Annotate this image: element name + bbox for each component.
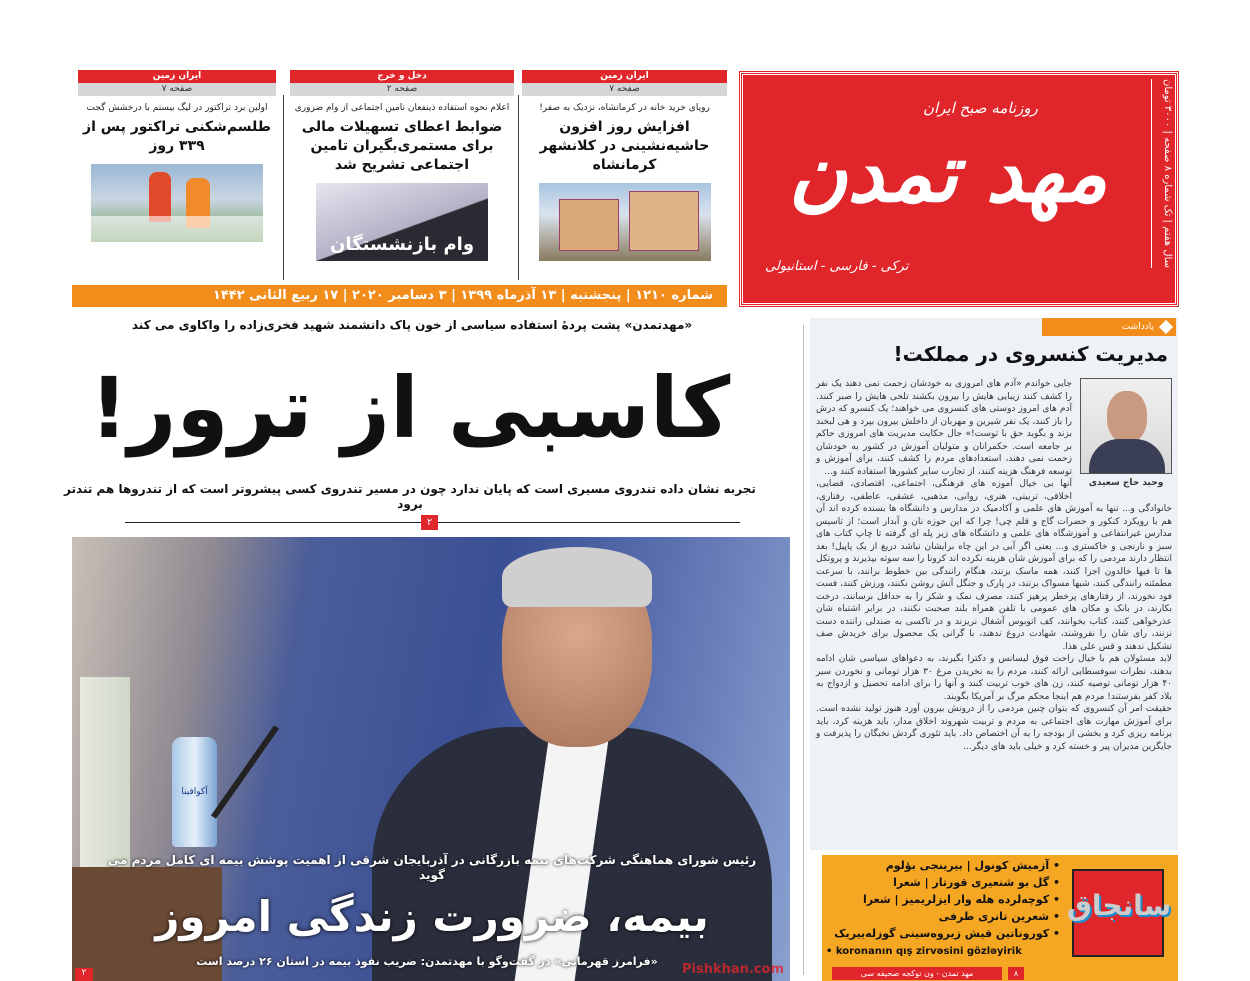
photo-kicker: رئیس شورای هماهنگی شرکت‌های بیمه بازرگانی در آذربایجان شرقی از اهمیت پوشش بیمه ای کامل مردم می گوید	[107, 853, 757, 882]
list-item-latin[interactable]: • koronanın qış zirvəsini gözləyirik	[826, 946, 1022, 957]
teaser-tractor[interactable]	[78, 70, 276, 242]
supplement-logo-text: سانجاق	[1066, 889, 1172, 922]
author-photo	[1080, 378, 1172, 474]
teaser-image-buildings	[539, 183, 711, 261]
diamond-icon	[1159, 320, 1173, 334]
teaser-image-football	[91, 164, 263, 242]
page-ref-badge[interactable]: ۲	[75, 968, 93, 981]
microphone	[211, 725, 279, 819]
supplement-box[interactable]	[822, 855, 1178, 981]
column-divider	[803, 325, 804, 975]
bottle-label: آکوافینا	[181, 787, 208, 797]
issue-date-bar: شماره ۱۲۱۰ | پنجشنبه | ۱۳ آذرماه ۱۳۹۹ | ۳ دسامبر ۲۰۲۰ | ۱۷ ربیع الثانی ۱۴۴۲	[72, 285, 727, 307]
masthead-languages: ترکی - فارسی - استانبولی	[765, 259, 909, 274]
teaser-image-loan	[316, 183, 488, 261]
list-item[interactable]: • آزمیش کونول | بیرینجی بؤلوم	[885, 859, 1060, 872]
list-item[interactable]: • کوروناتین قیش زیروه‌سینی گوزله‌ییریک	[834, 927, 1060, 940]
editorial-tag-label: یادداشت	[1121, 322, 1154, 332]
teaser-section: ایران زمین	[522, 70, 727, 83]
column-divider	[283, 95, 284, 280]
editorial-intro: جایی خواندم «آدم های امروزی به خودشان زحمت نمی دهند یک نفر را کشف کنند زیبایی هایش را بیرون بکشند تلخی هایش را صبر کنند. آدم های امروز دوستی های کنسروی می خواهند؛ یک کنسرو که درش را باز کنند، یک نفر شیرین و مهربان از داخلش بیرون بپرد و هی لبخند بزند و بگوید حق با توست!» حال حکایت مدیریت های امروزی حاکم بر جامعه است. حکمرانان و متولیان آموزش در کشور به خودشان زحمت نمی دهند، استعدادهای مردم را کشف کنند، برای آموزش و توسعه فرهنگ هزینه کنند، از تجارب سایر کشورها استفاده کنند و...	[816, 379, 1072, 477]
masthead	[740, 72, 1178, 306]
editorial-paragraph: آنها بی خیال آموزه های فرهنگی، اجتماعی، اقتصادی، قضایی، اخلاقی، تربیتی، هنری، روانی، مذهبی، عشقی، عاطفی، رفتاری، خانوادگی و... تنها به آموزش های علمی و آکادمیک در مدارس و دانشگاه ها بسنده کرده اند آن هم با رویکرد کنکور و حضرات گاج و قلم چی! چرا که این حوزه نان و آبدار است؛ از تاسیس مدارس غیرانتفاعی و آموزشگاه های علمی و دانشگاه های زیر پله ای گرفته تا چاپ کتاب های سبز و نارنجی و خاکستری و... یعنی اگر آبی در این چاه برایشان نباشد دریغ از یک پاپیل! بعد انتظار دارند مردمی را که برای آموزش شان هزینه نکرده اند کرونا را سه سوته بپذیرند و پروتکل ها تا فیها خالدون اجرا کنند، همه ماسک بزنند، هنگام رانندگی بین خطوط برانند، با سرعت مطمئنه رانندگی کنند، شبها مسواک بزنند، در پارک و جنگل آتش روشن نکنند، ورزش کنند، فست فود نخورند، از رفتارهای پرخطر پرهیز کنند، مصرف نمک و شکر را به حداقل برسانند، درخت بکارند، در بانک و مکان های عمومی با تلفن همراه بلند صحبت نکنند، در برابر اشتباه شان عذرخواهی کنند، کتاب بخوانند، کف اتوبوس آشغال نریزند و در تاکسی به صندلی راننده دست نزنند، رای شان را نفروشند، شهادت دروغ ندهند، با گرانی یک محصول برای خریدش صف تشکیل ندهند و قس علی هذا.	[816, 479, 1172, 652]
editorial-title[interactable]: مدیریت کنسروی در مملکت!	[893, 342, 1168, 366]
supplement-logo	[1064, 861, 1174, 965]
column-divider	[518, 95, 519, 280]
teaser-headline: ضوابط اعطای تسهیلات مالی برای مستمری‌بگیران تامین اجتماعی تشریح شد	[301, 119, 503, 173]
teaser-page: صفحه ۷	[522, 83, 727, 96]
editorial-paragraph: حقیقت امر آن کنسروی که بتوان چنین مردمی را از درونش بیرون آورد هنوز تولید نشده است. برای آموزش مهارت های اجتماعی به مردم و تربیت شهروند اخلاق مدار، باید هزینه کرد، باید برنامه ریزی کرد و بخشی از بودجه را به آن اختصاص داد. باید تئوری گردش نخبگان را پذیرفت و جایگزین مدیران پیر و خسته کرد و خیلی باید های دیگر...	[816, 704, 1172, 752]
main-kicker: «مهدتمدن» پشت پردهٔ استفاده سیاسی از خون پاک دانشمند شهید فخری‌زاده را واکاوی می کند	[131, 318, 693, 332]
teaser-kermanshah[interactable]	[522, 70, 727, 261]
masthead-tagline: روزنامه صبح ایران	[923, 99, 1038, 117]
photo-story[interactable]	[72, 537, 790, 981]
teaser-page: صفحه ۲	[290, 83, 514, 96]
teaser-kicker: اولین برد تراکتور در لیگ بیستم با درخشش گجت	[86, 103, 268, 113]
photo-headline: بیمه، ضرورت زندگی امروز	[155, 892, 709, 941]
water-bottle	[172, 737, 217, 847]
teaser-page: صفحه ۷	[78, 83, 276, 96]
watermark: Pishkhan.com	[682, 962, 785, 977]
author-name: وحید حاج سعیدی	[1088, 478, 1164, 488]
list-item[interactable]: • گل بو شنعیری قورتار | شعرا	[893, 876, 1060, 889]
teaser-section: دخل و خرج	[290, 70, 514, 83]
page-ref-badge[interactable]: ۸	[1008, 967, 1024, 980]
masthead-meta: سال هفتم | تک شماره ۸ صفحه | ۳۰۰۰ تومان	[1151, 79, 1173, 268]
editorial-paragraph: لابد مسئولان هم با خیال راحت فوق لیسانس و دکترا بگیرند، به دعواهای سیاسی شان ادامه بدهند، نظرات سوفسطایی ارائه کنند، مردم را به نخریدن مرغ ۳۰ هزار تومانی و نخوردن سیر ۴۰ هزار تومانی توصیه کنند، زن های خوب تربیت کنند و آنها را برای ادامه تحصیل و ازدواج به بلاد کفر بفرستند! مردم هم اینجا محکم مرگ بر آمریکا بگویند.	[816, 654, 1172, 702]
teaser-kicker: رویای خرید خانه در کرمانشاه، نزدیک به صفر!	[539, 103, 710, 113]
editorial	[810, 318, 1178, 850]
teaser-loan[interactable]	[290, 70, 514, 261]
page-ref-badge[interactable]: ۲	[421, 515, 438, 530]
author-block	[1078, 378, 1172, 490]
editorial-body	[816, 378, 1172, 753]
teaser-kicker: اعلام نحوه استفاده ذینفعان تامین اجتماعی از وام ضروری	[294, 103, 510, 113]
list-item[interactable]: • شعرین تانری طرفی	[938, 910, 1060, 923]
teaser-section: ایران زمین	[78, 70, 276, 83]
teaser-headline: طلسم‌شکنی تراکتور پس از ۳۳۹ روز	[83, 119, 271, 154]
supplement-footer: مهد تمدن - ون توکجه صحیفه سی	[832, 967, 1002, 980]
masthead-logo: مهد تمدن	[788, 126, 1108, 220]
teaser-headline: افزایش روز افزون حاشیه‌نشینی در کلانشهر کرمانشاه	[539, 119, 710, 173]
teaser-image-text: وام بازنشستگان	[329, 234, 475, 255]
photo-caption: «فرامرز قهرمانی» در گفت‌وگو با مهدتمدن: ضریب نفوذ بیمه در استان ۲۶ درصد است	[196, 955, 658, 968]
main-headline[interactable]: کاسبی از ترور!	[89, 359, 731, 457]
editorial-tag	[1042, 318, 1176, 336]
supplement-list	[824, 857, 1060, 942]
list-item[interactable]: • کوچه‌لرده هله وار ایزلریمیز | شعرا	[863, 893, 1060, 906]
speaker-hair	[502, 547, 652, 607]
main-lead: تجربه نشان داده تندروی مسیری است که پایان ندارد چون در مسیر تندروی کسی پیشروتر است که از تندروها هم تندتر برود	[64, 482, 756, 511]
